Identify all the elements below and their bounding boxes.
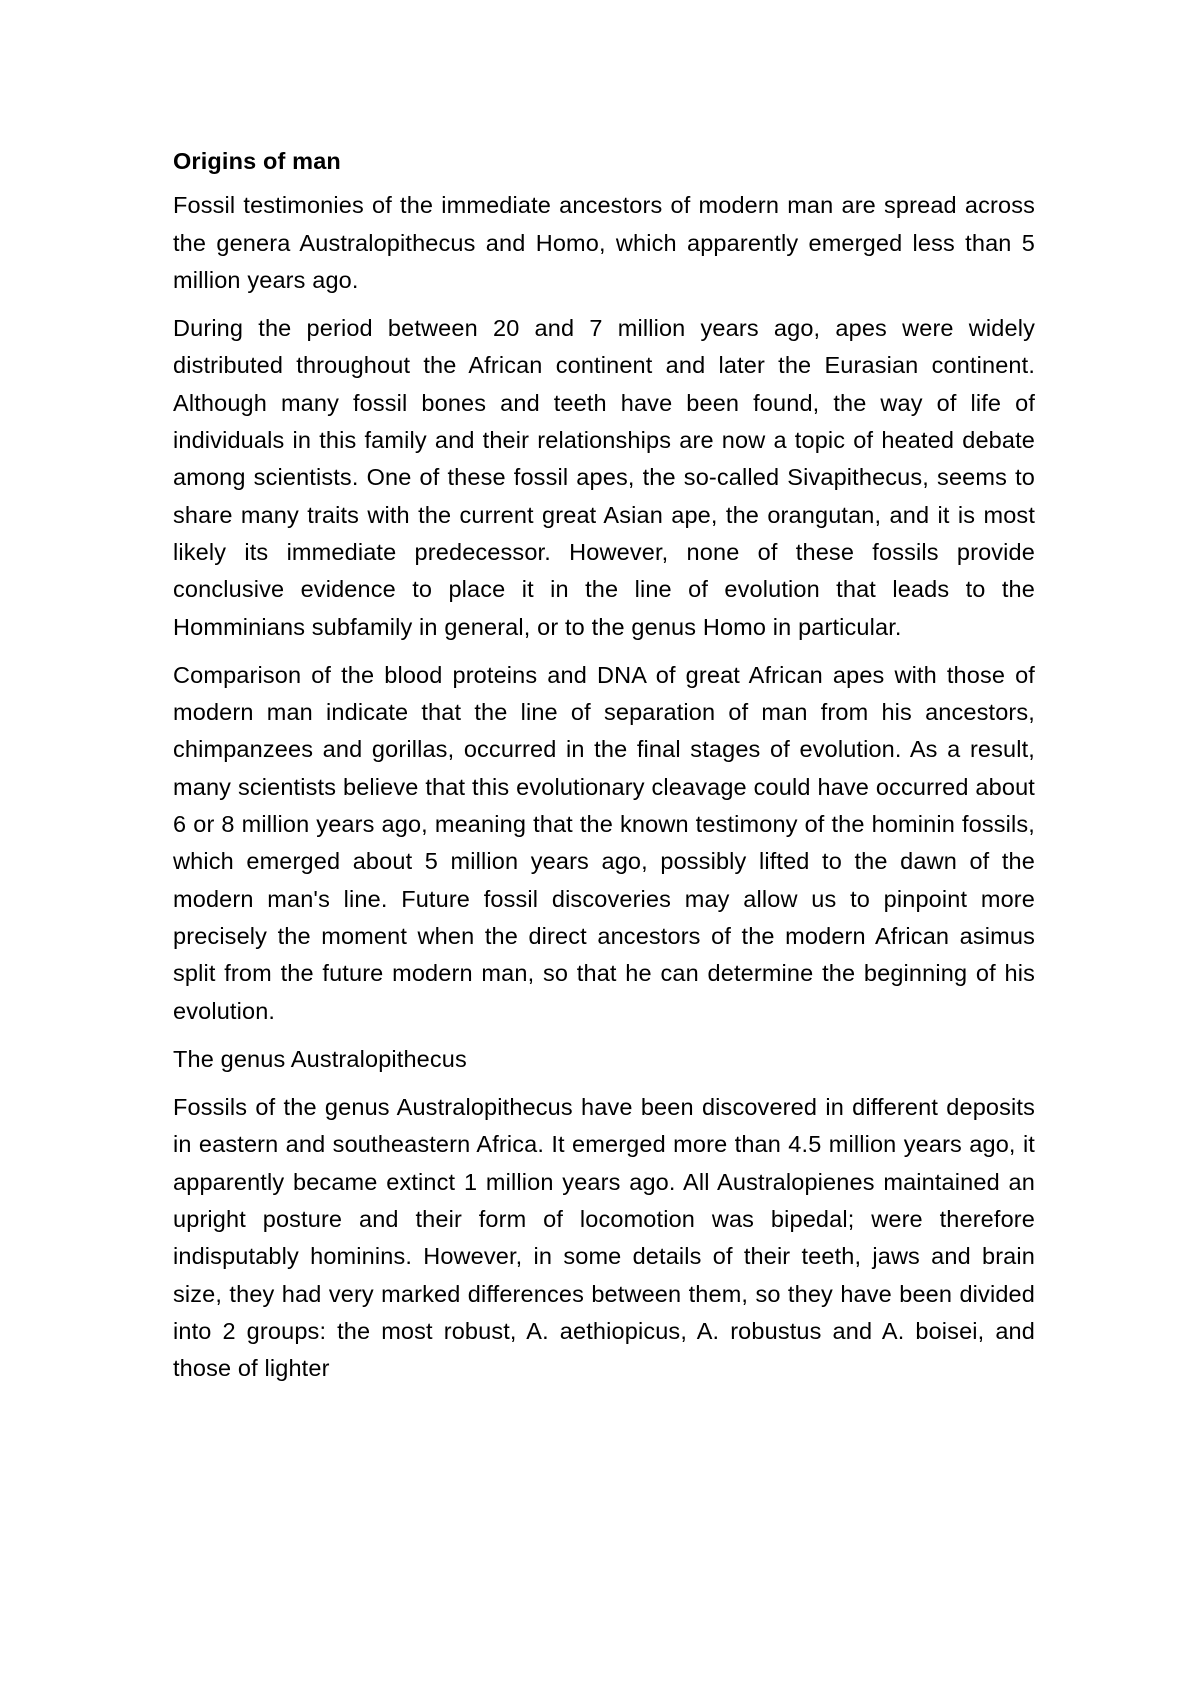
paragraph-australopithecus-fossils: Fossils of the genus Australopithecus have been discovered in different deposits in eastern and southeastern Africa. It emerged more than 4.5 million years ago, it apparently became extinct 1 million years ago. All Australopienes maintained an upright posture and their form of locomotion was bipedal; were therefore indisputably hominins. However, in some details of their teeth, jaws and brain size, they had very marked differences between them, so they have been divided into 2 groups: the most robust, A. aethiopicus, A. robustus and A. boisei, and those of lighter: [173, 1094, 1035, 1382]
document-title: Origins of man: [173, 148, 341, 174]
paragraph-intro: Fossil testimonies of the immediate ancestors of modern man are spread across the genera Australopithecus and Homo, which apparently emerged less than 5 million years ago.: [173, 192, 1035, 293]
document-body: [173, 143, 1035, 1399]
paragraph-comparison: Comparison of the blood proteins and DNA of great African apes with those of modern man indicate that the line of separation of man from his ancestors, chimpanzees and gorillas, occurred in the final stages of evolution. As a result, many scientists believe that this evolutionary cleavage could have occurred about 6 or 8 million years ago, meaning that the known testimony of the hominin fossils, which emerged about 5 million years ago, possibly lifted to the dawn of the modern man's line. Future fossil discoveries may allow us to pinpoint more precisely the moment when the direct ancestors of the modern African asimus split from the future modern man, so that he can determine the beginning of his evolution.: [173, 661, 1035, 1024]
paragraph-apes-period: During the period between 20 and 7 million years ago, apes were widely distributed throughout the African continent and later the Eurasian continent. Although many fossil bones and teeth have been found, the way of life of individuals in this family and their relationships are now a topic of heated debate among scientists. One of these fossil apes, the so-called Sivapithecus, seems to share many traits with the current great Asian ape, the orangutan, and it is most likely its immediate predecessor. However, none of these fossils provide conclusive evidence to place it in the line of evolution that leads to the Homminians subfamily in general, or to the genus Homo in particular.: [173, 315, 1035, 640]
section-heading-australopithecus: The genus Australopithecus: [173, 1045, 467, 1072]
